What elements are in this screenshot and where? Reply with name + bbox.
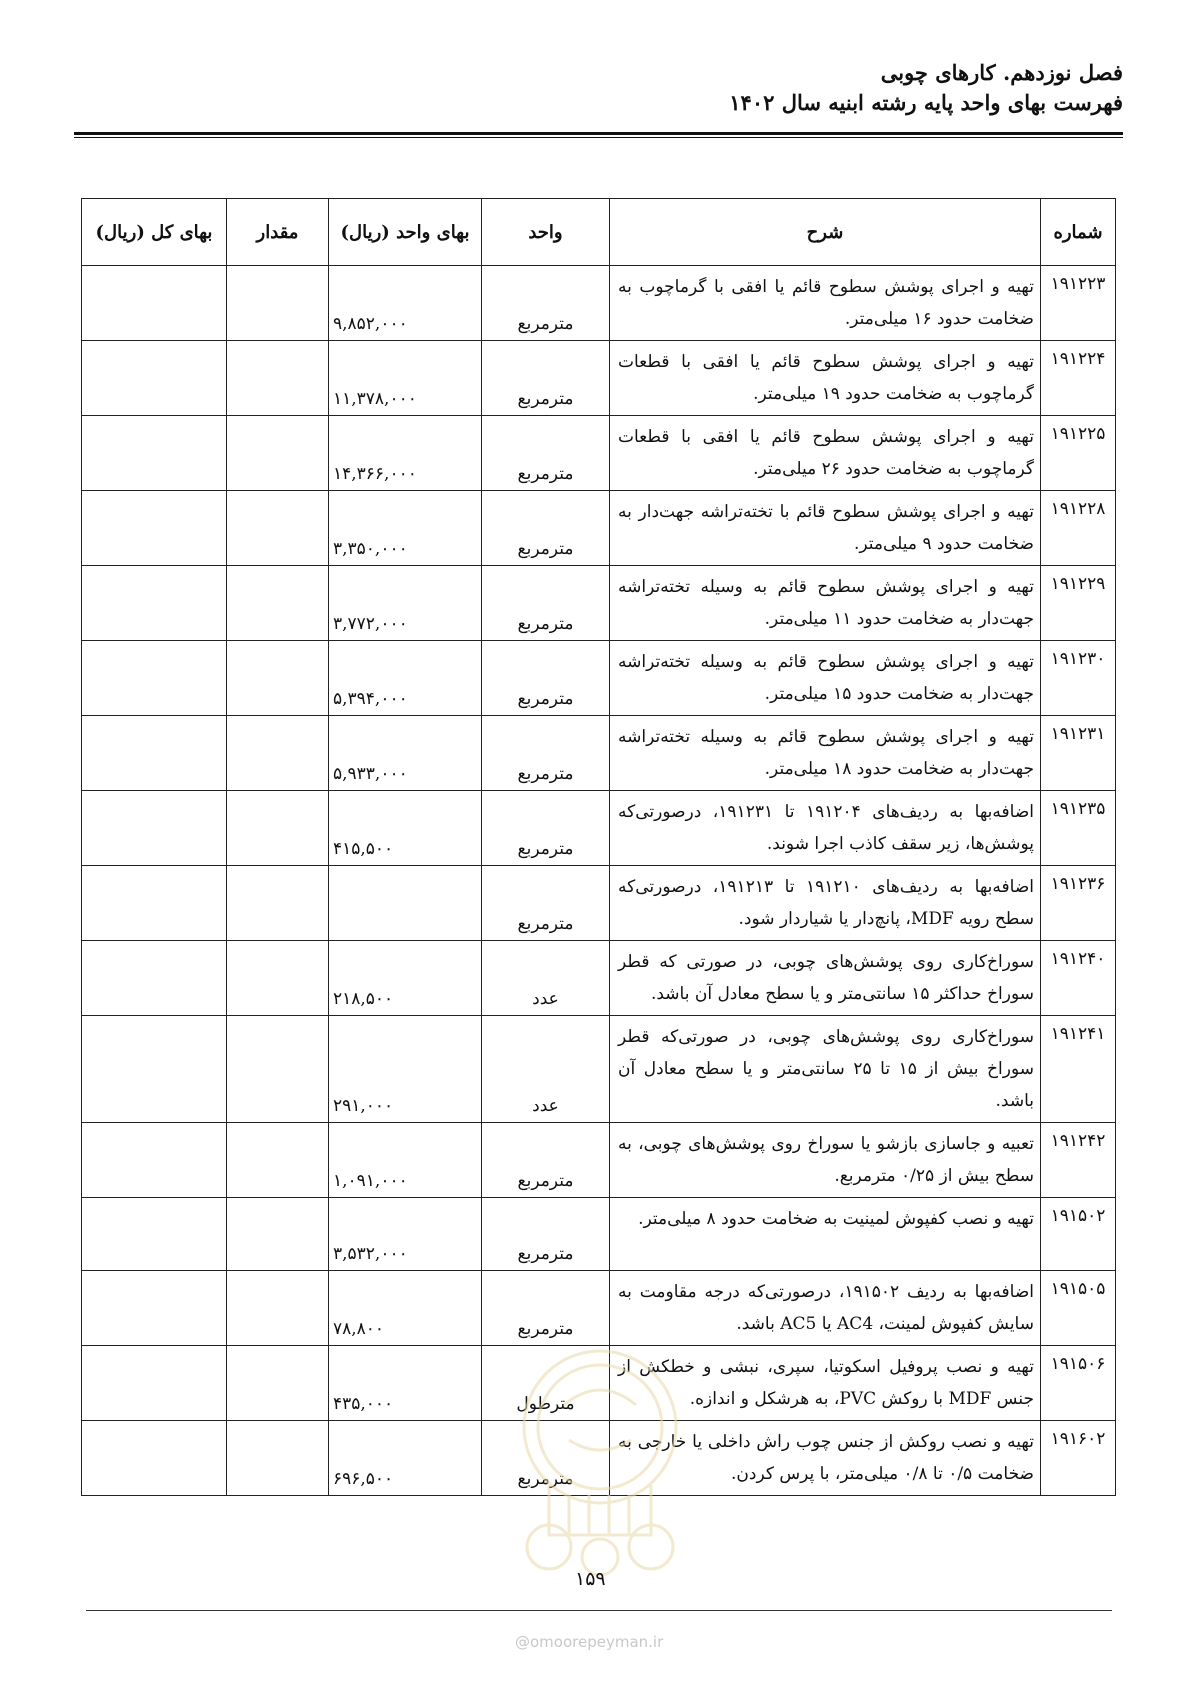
item-number: ۱۹۱۲۳۵ [1041,791,1116,866]
footer-rule [86,1610,1112,1611]
header-unit: واحد [482,199,610,266]
item-total-price [82,1198,227,1271]
table-row [82,566,1116,641]
item-description: اضافه‌بها به ردیف‌های ۱۹۱۲۰۴ تا ۱۹۱۲۳۱، درصورتی‌که پوشش‌ها، زیر سقف کاذب اجرا شوند. [610,791,1041,866]
price-list-table [81,198,1116,1496]
item-unit-price: ۷۸,۸۰۰ [329,1271,482,1346]
item-unit: مترمربع [482,791,610,866]
item-unit-price: ۵,۳۹۴,۰۰۰ [329,641,482,716]
table-row [82,941,1116,1016]
item-description: تهیه و اجرای پوشش سطوح قائم یا افقی با قطعات گرماچوب به ضخامت حدود ۱۹ میلی‌متر. [610,341,1041,416]
item-unit: عدد [482,941,610,1016]
header-total-price: بهای کل (ریال) [82,199,227,266]
item-total-price [82,866,227,941]
table-row [82,1198,1116,1271]
table-row [82,641,1116,716]
item-unit-price: ۳,۷۷۲,۰۰۰ [329,566,482,641]
item-total-price [82,1271,227,1346]
item-quantity [227,791,329,866]
item-unit-price: ۱۴,۳۶۶,۰۰۰ [329,416,482,491]
header-quantity: مقدار [227,199,329,266]
item-unit: مترمربع [482,1421,610,1496]
item-description: تهیه و نصب کفپوش لمینیت به ضخامت حدود ۸ میلی‌متر. [610,1198,1041,1271]
item-description: تهیه و اجرای پوشش سطوح قائم به وسیله تخته‌تراشه جهت‌دار به ضخامت حدود ۱۵ میلی‌متر. [610,641,1041,716]
item-quantity [227,566,329,641]
table-header-row [82,199,1116,266]
item-unit: مترمربع [482,341,610,416]
item-unit-price [329,866,482,941]
item-unit: مترمربع [482,1198,610,1271]
item-description: تهیه و اجرای پوشش سطوح قائم با تخته‌تراشه جهت‌دار به ضخامت حدود ۹ میلی‌متر. [610,491,1041,566]
item-unit: مترمربع [482,566,610,641]
item-total-price [82,791,227,866]
item-unit: عدد [482,1016,610,1123]
table-row [82,416,1116,491]
table-row [82,866,1116,941]
table-row [82,266,1116,341]
item-description: تعبیه و جاسازی بازشو یا سوراخ روی پوشش‌های چوبی، به سطح بیش از ۰/۲۵ مترمربع. [610,1123,1041,1198]
item-unit: مترمربع [482,1123,610,1198]
item-quantity [227,1271,329,1346]
item-unit: مترمربع [482,641,610,716]
item-quantity [227,941,329,1016]
item-number: ۱۹۱۵۰۵ [1041,1271,1116,1346]
item-quantity [227,1198,329,1271]
item-total-price [82,341,227,416]
item-number: ۱۹۱۲۴۰ [1041,941,1116,1016]
item-description: تهیه و نصب پروفیل اسکوتیا، سپری، نبشی و خطکش از جنس MDF با روکش PVC، به هرشکل و اندازه. [610,1346,1041,1421]
table-row [82,1016,1116,1123]
item-description: تهیه و اجرای پوشش سطوح قائم یا افقی با گرماچوب به ضخامت حدود ۱۶ میلی‌متر. [610,266,1041,341]
page-number: ۱۵۹ [575,1568,606,1590]
item-unit: مترطول [482,1346,610,1421]
item-quantity [227,641,329,716]
item-quantity [227,1421,329,1496]
item-unit-price: ۴۱۵,۵۰۰ [329,791,482,866]
item-number: ۱۹۱۲۲۹ [1041,566,1116,641]
item-description: اضافه‌بها به ردیف ۱۹۱۵۰۲، درصورتی‌که درجه مقاومت به سایش کفپوش لمینت، AC4 یا AC5 باشد. [610,1271,1041,1346]
item-total-price [82,1016,227,1123]
table-row [82,1346,1116,1421]
item-description: تهیه و اجرای پوشش سطوح قائم به وسیله تخته‌تراشه جهت‌دار به ضخامت حدود ۱۸ میلی‌متر. [610,716,1041,791]
item-quantity [227,1123,329,1198]
header-rule-thick [74,132,1123,135]
item-number: ۱۹۱۲۲۴ [1041,341,1116,416]
item-unit: مترمربع [482,1271,610,1346]
table-row [82,1271,1116,1346]
item-description: سوراخ‌کاری روی پوشش‌های چوبی، در صورتی که قطر سوراخ حداکثر ۱۵ سانتی‌متر و یا سطح معادل آن باشد. [610,941,1041,1016]
item-number: ۱۹۱۲۳۱ [1041,716,1116,791]
item-number: ۱۹۱۵۰۲ [1041,1198,1116,1271]
table-row [82,491,1116,566]
item-unit: مترمربع [482,491,610,566]
item-description: اضافه‌بها به ردیف‌های ۱۹۱۲۱۰ تا ۱۹۱۲۱۳، درصورتی‌که سطح رویه MDF، پانچ‌دار یا شیاردار شود. [610,866,1041,941]
item-number: ۱۹۱۵۰۶ [1041,1346,1116,1421]
item-total-price [82,941,227,1016]
item-total-price [82,1346,227,1421]
header-rule-thin [74,137,1123,138]
item-quantity [227,491,329,566]
item-total-price [82,566,227,641]
item-unit-price: ۶۹۶,۵۰۰ [329,1421,482,1496]
item-number: ۱۹۱۲۳۶ [1041,866,1116,941]
item-total-price [82,416,227,491]
item-unit: مترمربع [482,266,610,341]
item-description: تهیه و اجرای پوشش سطوح قائم به وسیله تخته‌تراشه جهت‌دار به ضخامت حدود ۱۱ میلی‌متر. [610,566,1041,641]
chapter-title: فصل نوزدهم. کارهای چوبی [880,60,1123,85]
item-total-price [82,266,227,341]
item-total-price [82,1123,227,1198]
header-unit-price: بهای واحد (ریال) [329,199,482,266]
item-unit-price: ۵,۹۳۳,۰۰۰ [329,716,482,791]
item-total-price [82,1421,227,1496]
item-number: ۱۹۱۶۰۲ [1041,1421,1116,1496]
item-unit-price: ۱,۰۹۱,۰۰۰ [329,1123,482,1198]
watermark-handle: @omoorepeyman.ir [515,1633,664,1651]
item-unit-price: ۳,۵۳۲,۰۰۰ [329,1198,482,1271]
document-subtitle: فهرست بهای واحد پایه رشته ابنیه سال ۱۴۰۲ [729,90,1123,115]
item-quantity [227,341,329,416]
item-quantity [227,416,329,491]
item-description: تهیه و نصب روکش از جنس چوب راش داخلی یا خارجی به ضخامت ۰/۵ تا ۰/۸ میلی‌متر، با پرس کردن. [610,1421,1041,1496]
item-unit-price: ۳,۳۵۰,۰۰۰ [329,491,482,566]
item-unit-price: ۱۱,۳۷۸,۰۰۰ [329,341,482,416]
header-description: شرح [610,199,1041,266]
item-quantity [227,716,329,791]
item-unit: مترمربع [482,866,610,941]
item-number: ۱۹۱۲۴۱ [1041,1016,1116,1123]
table-row [82,1123,1116,1198]
item-number: ۱۹۱۲۲۵ [1041,416,1116,491]
item-number: ۱۹۱۲۴۲ [1041,1123,1116,1198]
item-unit-price: ۲۹۱,۰۰۰ [329,1016,482,1123]
table-row [82,791,1116,866]
item-quantity [227,266,329,341]
table-row [82,716,1116,791]
item-description: تهیه و اجرای پوشش سطوح قائم یا افقی با قطعات گرماچوب به ضخامت حدود ۲۶ میلی‌متر. [610,416,1041,491]
item-unit: مترمربع [482,416,610,491]
item-number: ۱۹۱۲۳۰ [1041,641,1116,716]
item-unit-price: ۲۱۸,۵۰۰ [329,941,482,1016]
table-row [82,1421,1116,1496]
item-number: ۱۹۱۲۲۸ [1041,491,1116,566]
item-total-price [82,491,227,566]
page-header [729,58,1123,118]
item-description: سوراخ‌کاری روی پوشش‌های چوبی، در صورتی‌که قطر سوراخ بیش از ۱۵ تا ۲۵ سانتی‌متر و یا سطح معادل آن باشد. [610,1016,1041,1123]
item-number: ۱۹۱۲۲۳ [1041,266,1116,341]
table-row [82,341,1116,416]
item-quantity [227,1016,329,1123]
item-total-price [82,641,227,716]
header-number: شماره [1041,199,1116,266]
item-unit-price: ۹,۸۵۲,۰۰۰ [329,266,482,341]
item-total-price [82,716,227,791]
item-unit: مترمربع [482,716,610,791]
item-quantity [227,1346,329,1421]
item-unit-price: ۴۳۵,۰۰۰ [329,1346,482,1421]
item-quantity [227,866,329,941]
